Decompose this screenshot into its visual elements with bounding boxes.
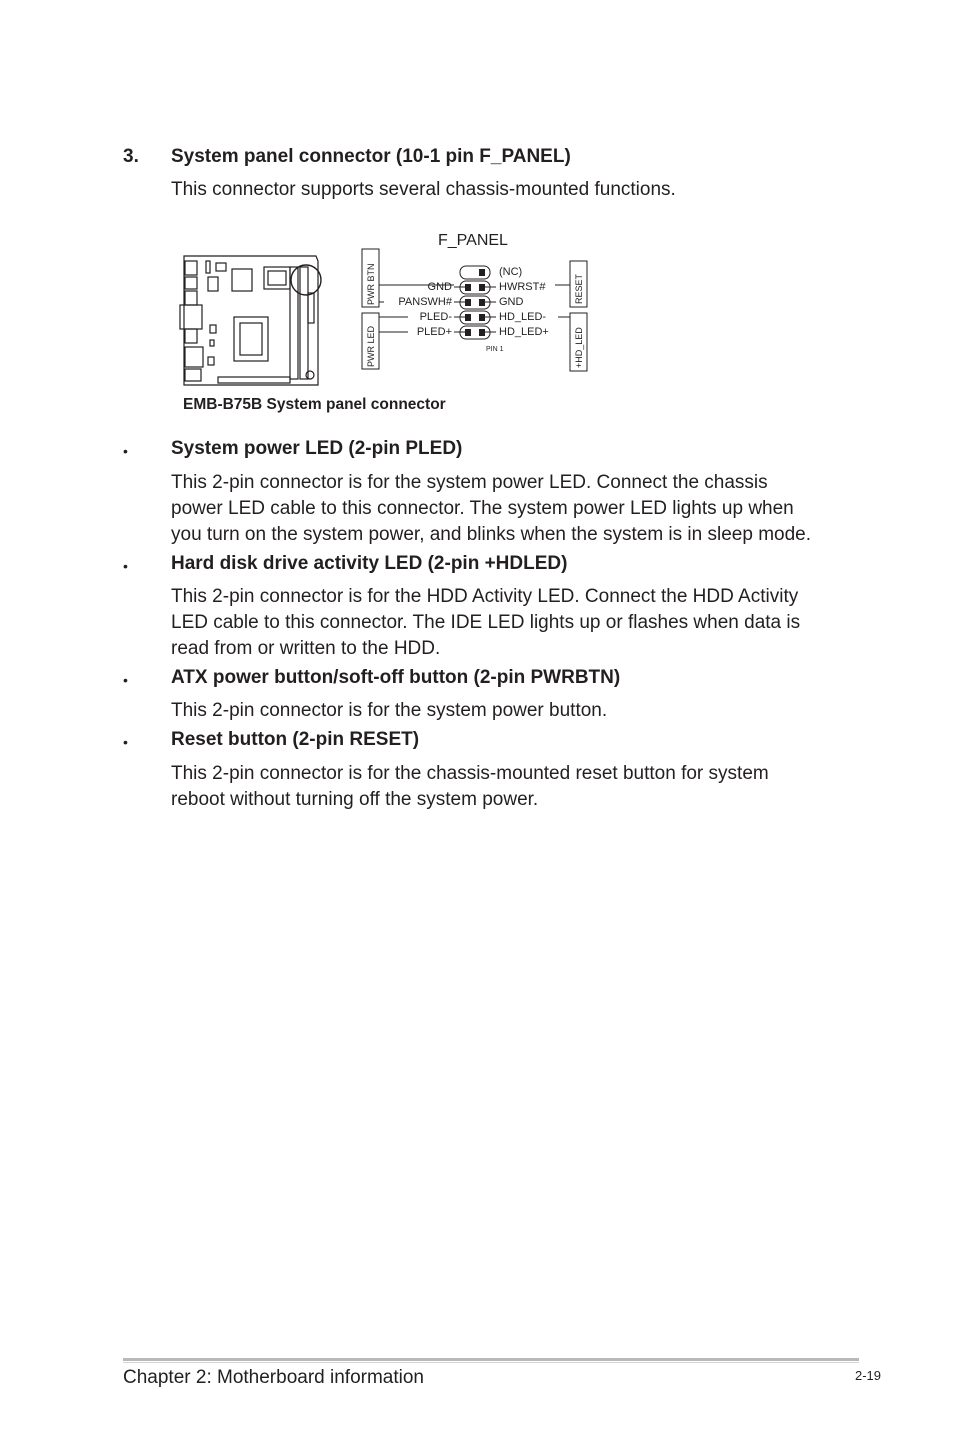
- pin1-label: PIN 1: [486, 346, 504, 353]
- footer-page-number: 2-19: [855, 1368, 882, 1383]
- item-line: you turn on the system power, and blinks when the system is in sleep mode.: [171, 524, 811, 545]
- f-panel-diagram: [170, 225, 610, 425]
- item-line: This 2-pin connector is for the system power button.: [171, 700, 608, 721]
- hd-led-label: +HD_LED: [574, 327, 584, 368]
- item-line: This 2-pin connector is for the chassis-mounted reset button for system: [171, 763, 769, 784]
- diagram-caption: EMB-B75B System panel connector: [183, 396, 446, 413]
- section-title: System panel connector (10-1 pin F_PANEL): [171, 146, 571, 167]
- pin-label-hd-led-minus: HD_LED-: [499, 311, 547, 323]
- bullet: •: [123, 734, 128, 750]
- pin-label-gnd-left: GND: [427, 281, 452, 293]
- section-intro: This connector supports several chassis-mounted functions.: [171, 179, 676, 200]
- item-line: read from or written to the HDD.: [171, 638, 441, 659]
- item-line: LED cable to this connector. The IDE LED lights up or flashes when data is: [171, 612, 801, 633]
- footer-chapter: Chapter 2: Motherboard information: [123, 1367, 424, 1388]
- item-line: This 2-pin connector is for the system power LED. Connect the chassis: [171, 472, 768, 493]
- pwr-led-label: PWR LED: [366, 325, 376, 367]
- item-title: System power LED (2-pin PLED): [171, 438, 463, 459]
- item-line: This 2-pin connector is for the HDD Activity LED. Connect the HDD Activity: [171, 586, 799, 607]
- bullet: •: [123, 672, 128, 688]
- item-line: power LED cable to this connector. The system power LED lights up when: [171, 498, 794, 519]
- item-line: reboot without turning off the system power.: [171, 789, 539, 810]
- pin-label-pled-minus: PLED-: [419, 311, 452, 323]
- pin-label-hwrst: HWRST#: [499, 281, 546, 293]
- pin-label-panswh: PANSWH#: [398, 296, 452, 308]
- pin-label-gnd-right: GND: [499, 296, 524, 308]
- section-number: 3.: [123, 146, 139, 167]
- pin-label-hd-led-plus: HD_LED+: [499, 326, 549, 338]
- item-title: ATX power button/soft-off button (2-pin PWRBTN): [171, 667, 621, 688]
- item-title: Hard disk drive activity LED (2-pin +HDLED): [171, 553, 568, 574]
- callout-circle: [291, 265, 321, 295]
- motherboard-illustration: [180, 256, 318, 385]
- bullet: •: [123, 558, 128, 574]
- pin-label-pled-plus: PLED+: [416, 326, 452, 338]
- f-panel-label: F_PANEL: [438, 232, 508, 249]
- footer-rule-thin: [123, 1362, 859, 1363]
- pin-label-nc: (NC): [499, 266, 523, 278]
- footer-rule: [123, 1358, 859, 1361]
- bullet: •: [123, 443, 128, 459]
- item-title: Reset button (2-pin RESET): [171, 729, 420, 750]
- reset-label: RESET: [574, 273, 584, 304]
- pwr-btn-label: PWR BTN: [366, 263, 376, 305]
